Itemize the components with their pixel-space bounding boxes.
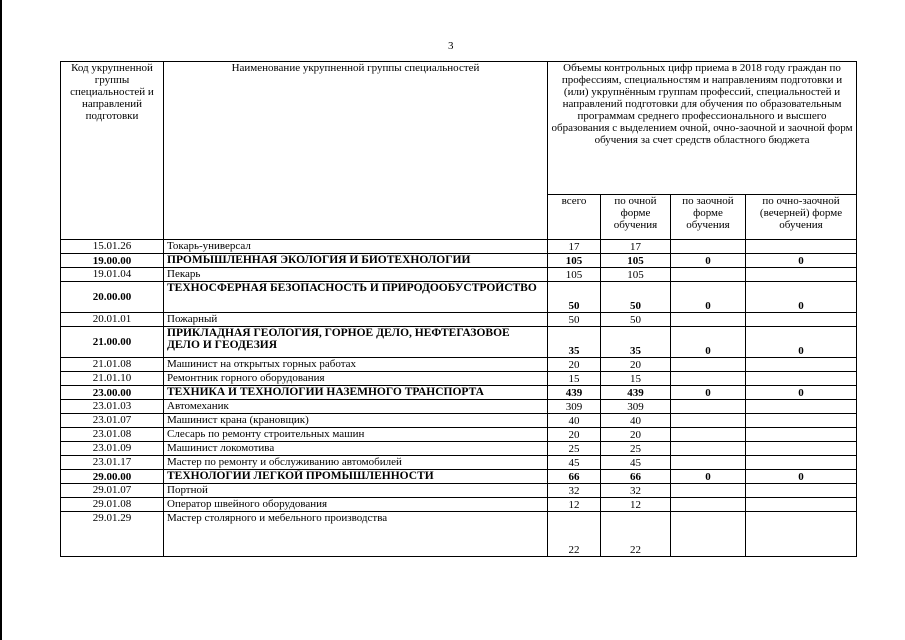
extramural-cell [671,484,746,498]
name-cell: ПРОМЫШЛЕННАЯ ЭКОЛОГИЯ И БИОТЕХНОЛОГИИ [164,254,548,268]
group-row [61,282,857,313]
fulltime-cell: 20 [601,358,671,372]
extramural-cell: 0 [671,386,746,400]
name-cell: ТЕХНИКА И ТЕХНОЛОГИИ НАЗЕМНОГО ТРАНСПОРТА [164,386,548,400]
code-cell: 23.01.08 [61,428,164,442]
parttime-cell: 0 [746,282,857,313]
total-cell: 66 [548,470,601,484]
admission-table [60,61,857,557]
group-row [61,386,857,400]
parttime-cell [746,512,857,557]
extramural-cell: 0 [671,282,746,313]
header-parttime: по очно-заочной (вечерней) форме обучения [746,195,857,240]
fulltime-cell: 17 [601,240,671,254]
fulltime-cell: 50 [601,282,671,313]
parttime-cell [746,313,857,327]
parttime-cell [746,414,857,428]
name-cell: Оператор швейного оборудования [164,498,548,512]
fulltime-cell: 35 [601,327,671,358]
table-row [61,442,857,456]
parttime-cell [746,456,857,470]
name-cell: Пекарь [164,268,548,282]
code-cell: 23.01.09 [61,442,164,456]
total-cell: 20 [548,428,601,442]
extramural-cell [671,358,746,372]
name-cell: Токарь-универсал [164,240,548,254]
parttime-cell [746,358,857,372]
code-cell: 20.01.01 [61,313,164,327]
table-row [61,372,857,386]
total-cell: 439 [548,386,601,400]
name-cell: Автомеханик [164,400,548,414]
parttime-cell: 0 [746,254,857,268]
code-cell: 21.00.00 [61,327,164,358]
fulltime-cell: 45 [601,456,671,470]
header-extramural: по заочной форме обучения [671,195,746,240]
table-row [61,456,857,470]
table-row [61,498,857,512]
code-cell: 19.00.00 [61,254,164,268]
fulltime-cell: 40 [601,414,671,428]
total-cell: 12 [548,498,601,512]
header-name: Наименование укрупненной группы специальностей [164,62,548,240]
extramural-cell [671,428,746,442]
extramural-cell [671,456,746,470]
name-cell: Машинист локомотива [164,442,548,456]
name-cell: ПРИКЛАДНАЯ ГЕОЛОГИЯ, ГОРНОЕ ДЕЛО, НЕФТЕГАЗОВОЕ ДЕЛО И ГЕОДЕЗИЯ [164,327,548,358]
fulltime-cell: 309 [601,400,671,414]
parttime-cell [746,484,857,498]
code-cell: 23.01.07 [61,414,164,428]
header-row [61,62,857,195]
page-number: 3 [448,40,454,52]
name-cell: Слесарь по ремонту строительных машин [164,428,548,442]
table-row [61,512,857,557]
table-row [61,313,857,327]
extramural-cell [671,240,746,254]
table-row [61,240,857,254]
parttime-cell [746,240,857,254]
fulltime-cell: 25 [601,442,671,456]
table-row [61,428,857,442]
group-row [61,470,857,484]
group-row [61,254,857,268]
fulltime-cell: 105 [601,254,671,268]
fulltime-cell: 50 [601,313,671,327]
extramural-cell [671,313,746,327]
code-cell: 21.01.10 [61,372,164,386]
table-row [61,484,857,498]
code-cell: 29.01.07 [61,484,164,498]
parttime-cell [746,372,857,386]
fulltime-cell: 22 [601,512,671,557]
total-cell: 105 [548,268,601,282]
header-fulltime: по очной форме обучения [601,195,671,240]
header-volumes: Объемы контрольных цифр приема в 2018 году граждан по профессиям, специальностям и направлениям подготовки и (или) укрупнённым группам профессий, специальностей и направлений подготовки для обучения по образовательным программам среднего профессионального и высшего образования с выделением очной, очно-заочной и заочной форм обучения за счет средств областного бюджета [548,62,857,195]
code-cell: 21.01.08 [61,358,164,372]
fulltime-cell: 15 [601,372,671,386]
total-cell: 35 [548,327,601,358]
name-cell: Мастер столярного и мебельного производства [164,512,548,557]
fulltime-cell: 66 [601,470,671,484]
parttime-cell: 0 [746,470,857,484]
name-cell: Мастер по ремонту и обслуживанию автомобилей [164,456,548,470]
code-cell: 19.01.04 [61,268,164,282]
parttime-cell: 0 [746,386,857,400]
extramural-cell [671,268,746,282]
total-cell: 25 [548,442,601,456]
fulltime-cell: 12 [601,498,671,512]
parttime-cell [746,400,857,414]
extramural-cell [671,414,746,428]
table-row [61,400,857,414]
name-cell: Машинист на открытых горных работах [164,358,548,372]
parttime-cell: 0 [746,327,857,358]
total-cell: 105 [548,254,601,268]
parttime-cell [746,268,857,282]
code-cell: 15.01.26 [61,240,164,254]
total-cell: 309 [548,400,601,414]
extramural-cell [671,400,746,414]
name-cell: Ремонтник горного оборудования [164,372,548,386]
table-row [61,358,857,372]
code-cell: 29.00.00 [61,470,164,484]
total-cell: 50 [548,282,601,313]
header-code: Код укрупненной группы специальностей и направлений подготовки [61,62,164,240]
name-cell: Машинист крана (крановщик) [164,414,548,428]
total-cell: 22 [548,512,601,557]
extramural-cell [671,498,746,512]
parttime-cell [746,428,857,442]
code-cell: 23.01.03 [61,400,164,414]
fulltime-cell: 439 [601,386,671,400]
code-cell: 29.01.08 [61,498,164,512]
parttime-cell [746,498,857,512]
group-row [61,327,857,358]
code-cell: 29.01.29 [61,512,164,557]
total-cell: 15 [548,372,601,386]
total-cell: 20 [548,358,601,372]
name-cell: ТЕХНОСФЕРНАЯ БЕЗОПАСНОСТЬ И ПРИРОДООБУСТРОЙСТВО [164,282,548,313]
code-cell: 23.01.17 [61,456,164,470]
fulltime-cell: 105 [601,268,671,282]
parttime-cell [746,442,857,456]
header-total: всего [548,195,601,240]
total-cell: 17 [548,240,601,254]
code-cell: 20.00.00 [61,282,164,313]
extramural-cell: 0 [671,470,746,484]
extramural-cell [671,512,746,557]
table-row [61,414,857,428]
extramural-cell [671,372,746,386]
name-cell: ТЕХНОЛОГИИ ЛЕГКОЙ ПРОМЫШЛЕННОСТИ [164,470,548,484]
total-cell: 32 [548,484,601,498]
fulltime-cell: 20 [601,428,671,442]
total-cell: 50 [548,313,601,327]
extramural-cell: 0 [671,327,746,358]
name-cell: Портной [164,484,548,498]
total-cell: 40 [548,414,601,428]
total-cell: 45 [548,456,601,470]
extramural-cell [671,442,746,456]
code-cell: 23.00.00 [61,386,164,400]
scan-left-edge [0,0,2,640]
fulltime-cell: 32 [601,484,671,498]
extramural-cell: 0 [671,254,746,268]
name-cell: Пожарный [164,313,548,327]
table-row [61,268,857,282]
